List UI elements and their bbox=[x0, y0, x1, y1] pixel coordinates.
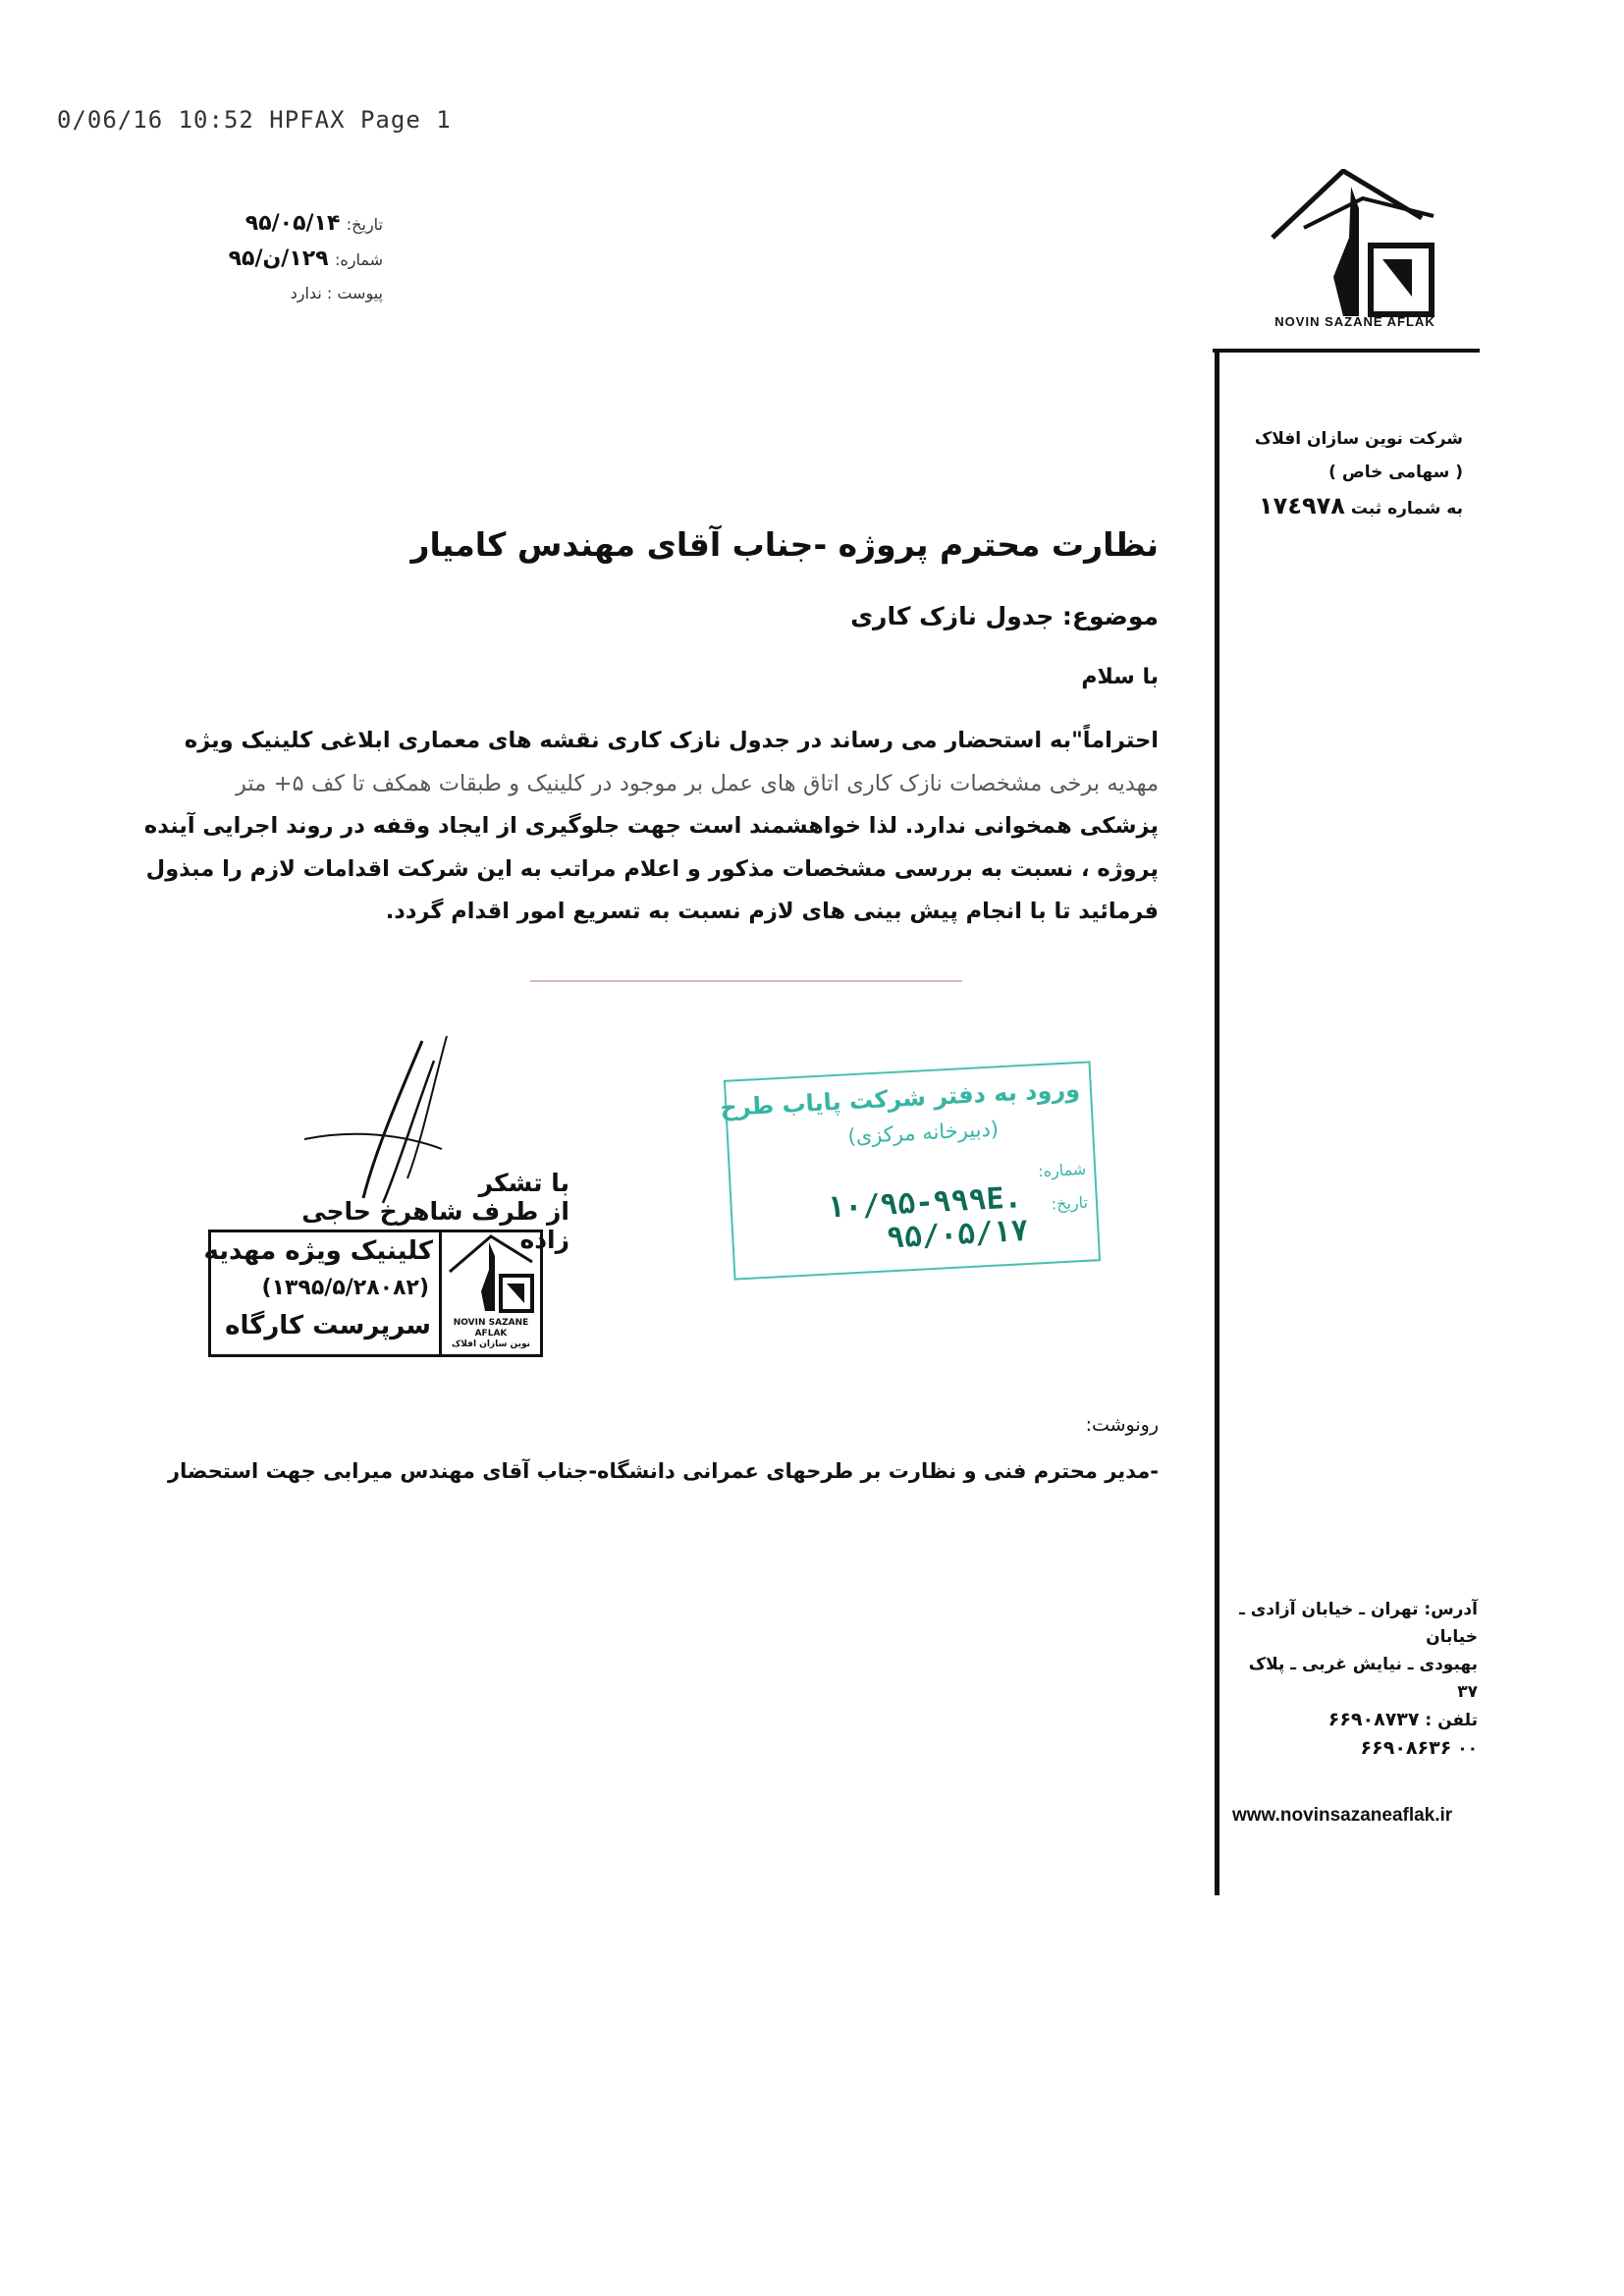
registration-row bbox=[1237, 489, 1463, 525]
date-row bbox=[226, 206, 383, 242]
body-line: پزشکی همخوانی ندارد. لذا خواهشمند است جهت جلوگیری از ایجاد وقفه در روند اجرایی آینده bbox=[143, 813, 1159, 839]
phone-row bbox=[1232, 1706, 1478, 1734]
receipt-date-label: تاریخ: bbox=[1051, 1192, 1089, 1214]
stamp-logo-caption-en: NOVIN SAZANE AFLAK bbox=[453, 1318, 529, 1339]
date-label: تاریخ: bbox=[346, 215, 383, 234]
address-block bbox=[1232, 1596, 1478, 1763]
address-line: بهبودی ـ نیایش غربی ـ پلاک ۳۷ bbox=[1248, 1655, 1478, 1702]
date-value: ۹۵/۰۵/۱۴ bbox=[244, 211, 341, 236]
company-logo-icon bbox=[1265, 169, 1441, 336]
signature-name: از طرف شاهرخ حاجی زاده bbox=[301, 1197, 569, 1254]
body-line: فرمائید تا با انجام پیش بینی های لازم نسبت به تسریع امور اقدام گردد. bbox=[385, 899, 1159, 924]
logo-caption: NOVIN SAZANE AFLAK bbox=[1274, 314, 1435, 329]
phone-number: ۶۶۹۰۸۷۳۷ bbox=[1327, 1709, 1420, 1730]
body-line: مهدیه برخی مشخصات نازک کاری اتاق های عمل بر موجود در کلینیک و طبقات همکف تا کف ۵+ متر bbox=[236, 770, 1159, 796]
number-label: شماره: bbox=[334, 250, 383, 269]
letter-body bbox=[143, 720, 1159, 934]
cc-label: رونوشت: bbox=[1085, 1414, 1159, 1436]
stamp-title: کلینیک ویژه مهدیه bbox=[203, 1236, 433, 1266]
stamp-code: (۱۳۹۵/۵/۲۸۰۸۲) bbox=[261, 1276, 429, 1300]
company-type: ( سهامی خاص ) bbox=[1328, 463, 1463, 482]
receipt-subtitle: (دبیرخانه مرکزی) bbox=[846, 1117, 1000, 1149]
stamp-logo-caption-fa: نوین سازان افلاک bbox=[452, 1339, 530, 1349]
registration-label: به شماره ثبت bbox=[1350, 499, 1463, 519]
receipt-stamp bbox=[719, 1061, 1101, 1280]
receipt-number-value: ۱۰/۹۵-۹۹۹E. bbox=[826, 1180, 1023, 1226]
document-meta bbox=[226, 206, 383, 310]
body-line: احتراماً"به استحضار می رساند در جدول نازک کاری نقشه های معماری ابلاغی کلینیک ویژه bbox=[184, 728, 1159, 753]
phone-label: تلفن : bbox=[1425, 1711, 1478, 1730]
body-line: پروژه ، نسبت به بررسی مشخصات مذکور و اعلام مراتب به این شرکت اقدامات لازم را مبذول bbox=[145, 855, 1159, 882]
top-divider bbox=[1213, 349, 1480, 353]
stamp-logo bbox=[439, 1232, 540, 1354]
stamp-role: سرپرست کارگاه bbox=[225, 1311, 431, 1340]
underline-mark bbox=[530, 980, 962, 982]
receipt-date-value: ۹۵/۰۵/۱۷ bbox=[886, 1213, 1030, 1256]
stamp-logo-caption bbox=[442, 1318, 540, 1350]
number-value: ۱۲۹/ن/۹۵ bbox=[228, 246, 329, 271]
website-link[interactable]: www.novinsazaneaflak.ir bbox=[1232, 1805, 1453, 1826]
receipt-number-label: شماره: bbox=[1037, 1159, 1087, 1181]
signature-thanks: با تشکر bbox=[478, 1169, 569, 1197]
greeting: با سلام bbox=[1081, 665, 1159, 689]
number-row bbox=[226, 242, 383, 277]
fax-header: 0/06/16 10:52 HPFAX Page 1 bbox=[57, 106, 452, 134]
fax-code: ۰۰ bbox=[1457, 1739, 1478, 1759]
phone-row bbox=[1232, 1734, 1478, 1763]
stamp-logo-icon bbox=[442, 1232, 540, 1321]
stamp-text bbox=[203, 1232, 439, 1354]
address-line: آدرس: تهران ـ خیابان آزادی ـ خیابان bbox=[1239, 1600, 1478, 1647]
company-info bbox=[1237, 422, 1463, 525]
signature-stamp bbox=[203, 1230, 543, 1357]
subject: موضوع: جدول نازک کاری bbox=[850, 602, 1159, 630]
attachment: پیوست : ندارد bbox=[290, 284, 383, 302]
recipient: نظارت محترم پروژه -جناب آقای مهندس کامیار bbox=[410, 525, 1159, 564]
side-divider bbox=[1215, 349, 1219, 1895]
receipt-title: ورود به دفتر شرکت پایاب طرح bbox=[719, 1074, 1081, 1122]
registration-number: ۱۷٤۹۷۸ bbox=[1259, 492, 1345, 519]
company-name: شرکت نوین سازان افلاک bbox=[1254, 429, 1463, 449]
phone-number: ۶۶۹۰۸۶۳۶ bbox=[1360, 1737, 1452, 1759]
cc-text: -مدیر محترم فنی و نظارت بر طرحهای عمرانی دانشگاه-جناب آقای مهندس میرابی جهت استحضار bbox=[168, 1459, 1159, 1483]
